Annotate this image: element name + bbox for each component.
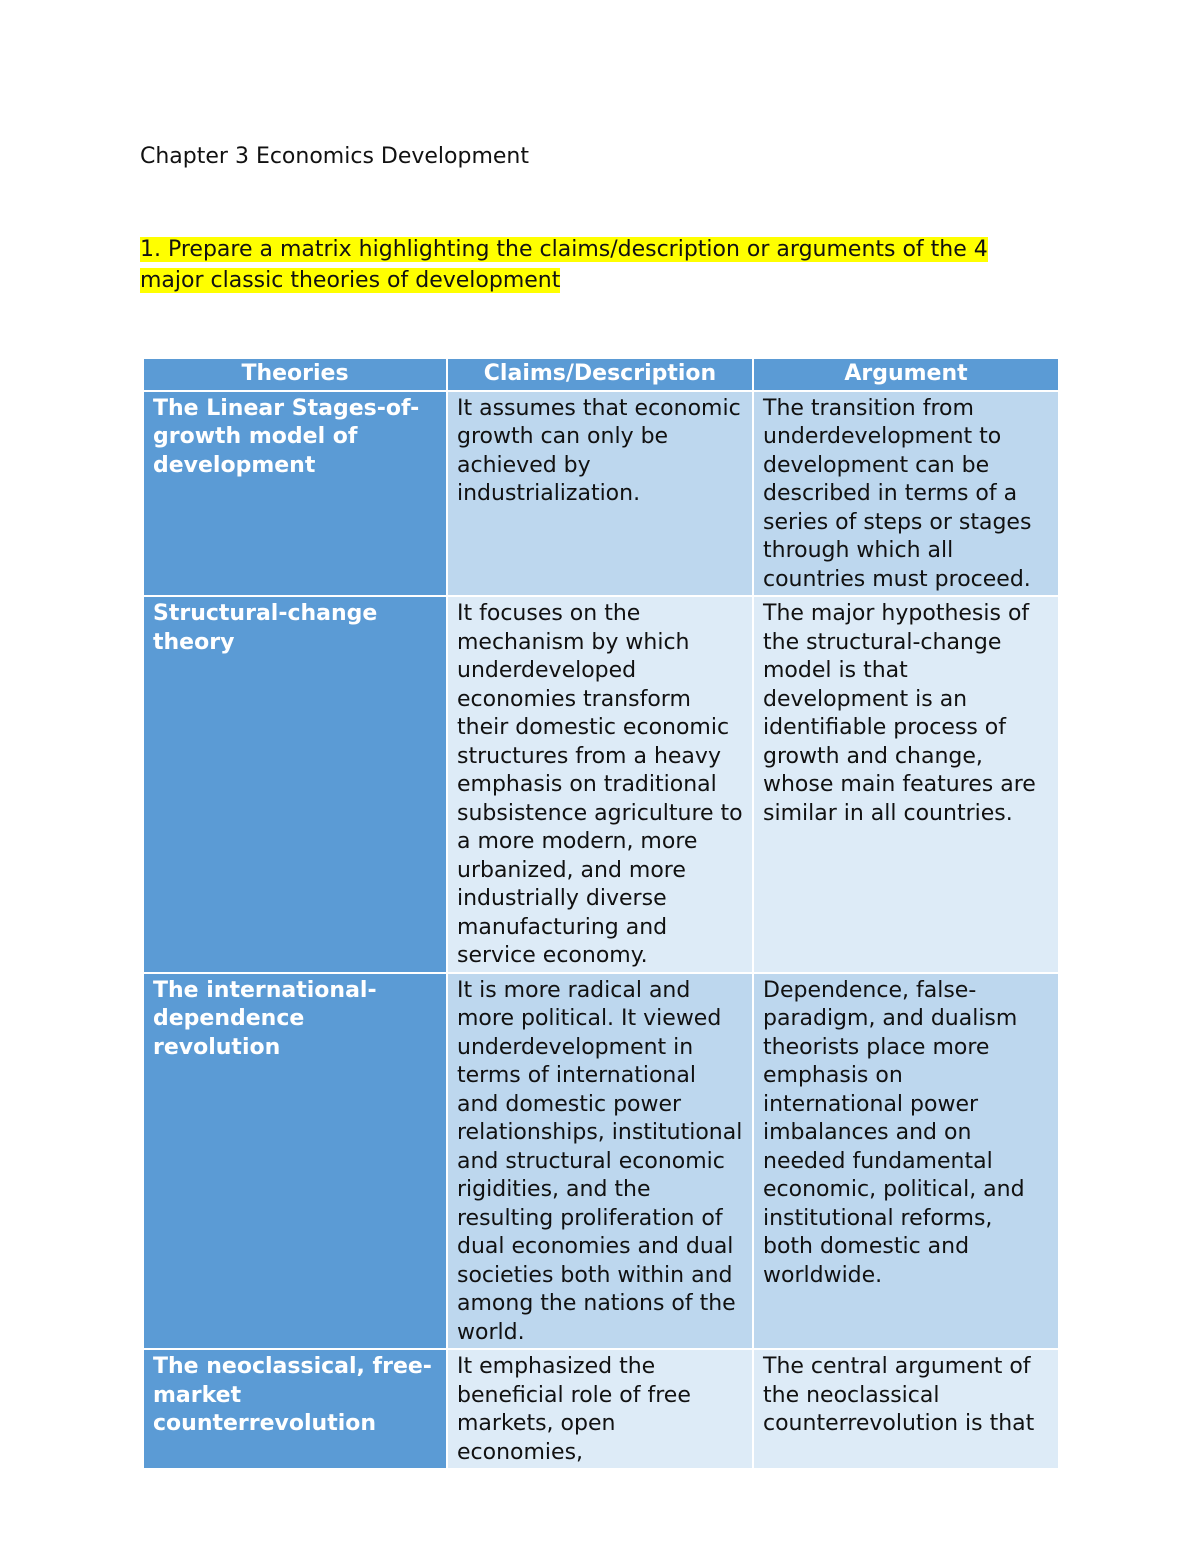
theory-cell: Structural-change theory xyxy=(143,596,447,973)
theory-cell: The neoclassical, free-market counterrevolution xyxy=(143,1349,447,1469)
header-claims-description: Claims/Description xyxy=(447,358,753,391)
table-row xyxy=(143,596,1059,973)
argument-cell: The major hypothesis of the structural-change model is that development is an identifiable process of growth and change, whose main features are similar in all countries. xyxy=(753,596,1059,973)
table-row xyxy=(143,973,1059,1350)
claims-cell: It focuses on the mechanism by which underdeveloped economies transform their domestic economic structures from a heavy emphasis on traditional subsistence agriculture to a more modern, more urbanized, and more industrially diverse manufacturing and service economy. xyxy=(447,596,753,973)
table-header-row xyxy=(143,358,1059,391)
claims-cell: It emphasized the beneficial role of free markets, open economies, xyxy=(447,1349,753,1469)
question-prompt xyxy=(140,234,1020,296)
theories-matrix-table xyxy=(142,357,1060,1470)
theory-cell: The international-dependence revolution xyxy=(143,973,447,1350)
claims-cell: It assumes that economic growth can only be achieved by industrialization. xyxy=(447,391,753,597)
theory-cell: The Linear Stages-of-growth model of development xyxy=(143,391,447,597)
claims-cell: It is more radical and more political. It viewed underdevelopment in terms of international and domestic power relationships, institutional and structural economic rigidities, and the resulting proliferation of dual economies and dual societies both within and among the nations of the world. xyxy=(447,973,753,1350)
highlighted-question-text: 1. Prepare a matrix highlighting the claims/description or arguments of the 4 major classic theories of development xyxy=(140,237,988,293)
table-row xyxy=(143,1349,1059,1469)
header-theories: Theories xyxy=(143,358,447,391)
argument-cell: Dependence, false-paradigm, and dualism theorists place more emphasis on international power imbalances and on needed fundamental economic, political, and institutional reforms, both domestic and worldwide. xyxy=(753,973,1059,1350)
argument-cell: The central argument of the neoclassical counterrevolution is that xyxy=(753,1349,1059,1469)
table-row xyxy=(143,391,1059,597)
header-argument: Argument xyxy=(753,358,1059,391)
argument-cell: The transition from underdevelopment to development can be described in terms of a series of steps or stages through which all countries must proceed. xyxy=(753,391,1059,597)
page-title: Chapter 3 Economics Development xyxy=(140,144,529,169)
